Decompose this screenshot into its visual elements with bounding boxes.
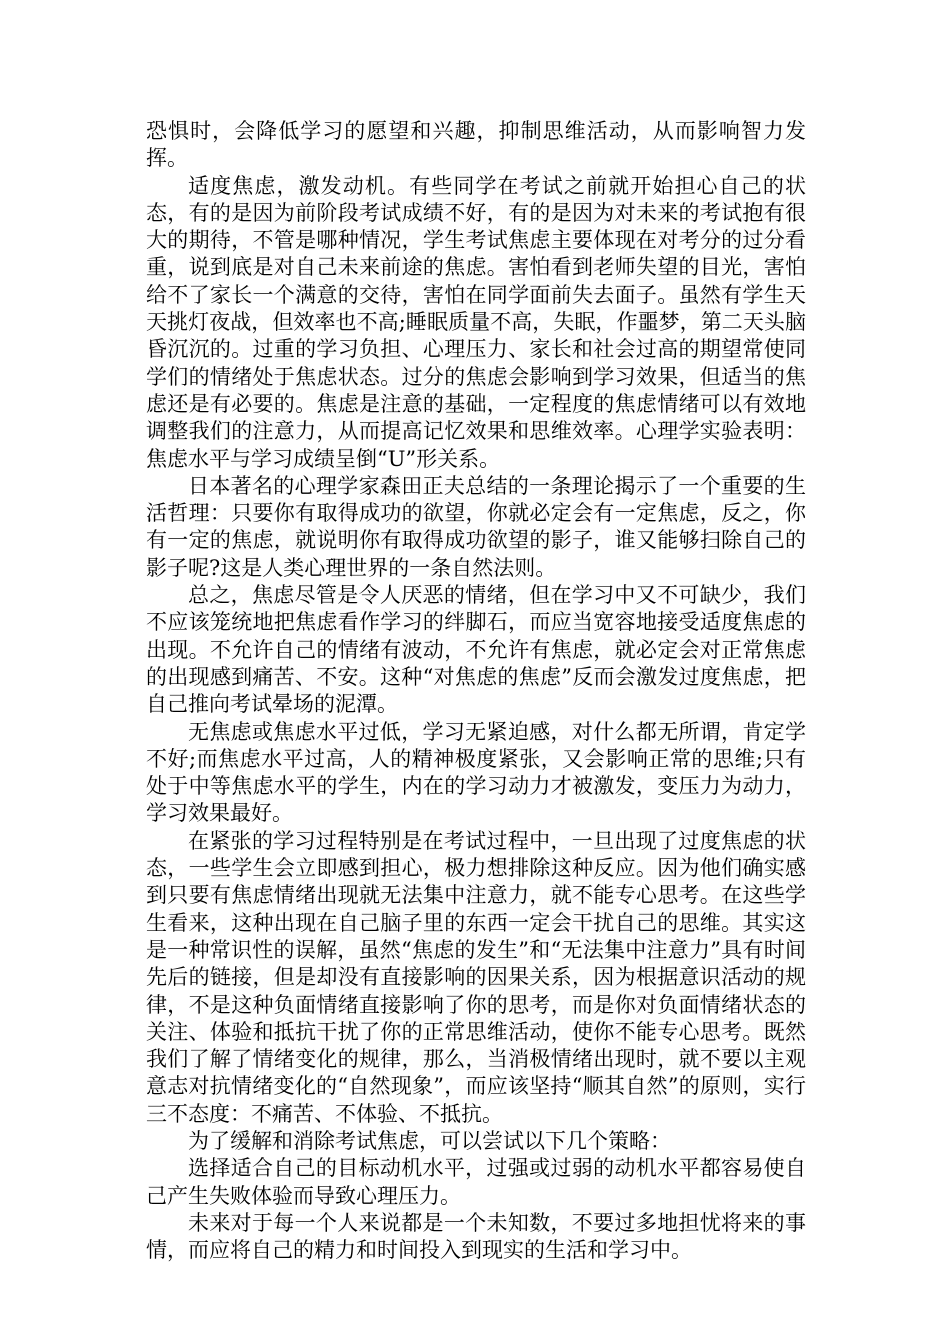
paragraph-4: 总之，焦虑尽管是令人厌恶的情绪，但在学习中又不可缺少，我们不应该笼统地把焦虑看作学习的绊脚石，而应当宽容地接受适度焦虑的出现。不允许自己的情绪有波动，不允许有焦虑，就必定会对正常焦虑的出现感到痛苦、不安。这种“对焦虑的焦虑”反而会激发过度焦虑，把自己推向考试晕场的泥潭。 (146, 583, 806, 717)
paragraph-3: 日本著名的心理学家森田正夫总结的一条理论揭示了一个重要的生活哲理：只要你有取得成功的欲望，你就必定会有一定焦虑，反之，你有一定的焦虑，就说明你有取得成功欲望的影子，谁又能够扫除自己的影子呢?这是人类心理世界的一条自然法则。 (146, 473, 806, 580)
document-page (146, 118, 806, 1264)
paragraph-5: 无焦虑或焦虑水平过低，学习无紧迫感，对什么都无所谓，肯定学不好;而焦虑水平过高，人的精神极度紧张，又会影响正常的思维;只有处于中等焦虑水平的学生，内在的学习动力才被激发，变压力为动力，学习效果最好。 (146, 719, 806, 826)
paragraph-6: 在紧张的学习过程特别是在考试过程中，一旦出现了过度焦虑的状态，一些学生会立即感到担心，极力想排除这种反应。因为他们确实感到只要有焦虑情绪出现就无法集中注意力，就不能专心思考。在这些学生看来，这种出现在自己脑子里的东西一定会干扰自己的思维。其实这是一种常识性的误解，虽然“焦虑的发生”和“无法集中注意力”具有时间先后的链接，但是却没有直接影响的因果关系，因为根据意识活动的规律，不是这种负面情绪直接影响了你的思考，而是你对负面情绪状态的关注、体验和抵抗干扰了你的正常思维活动，使你不能专心思考。既然我们了解了情绪变化的规律，那么，当消极情绪出现时，就不要以主观意志对抗情绪变化的“自然现象”，而应该坚持“顺其自然”的原则，实行三不态度：不痛苦、不体验、不抵抗。 (146, 828, 806, 1126)
paragraph-9: 未来对于每一个人来说都是一个未知数，不要过多地担忧将来的事情，而应将自己的精力和时间投入到现实的生活和学习中。 (146, 1210, 806, 1263)
paragraph-2: 适度焦虑，激发动机。有些同学在考试之前就开始担心自己的状态，有的是因为前阶段考试成绩不好，有的是因为对未来的考试抱有很大的期待，不管是哪种情况，学生考试焦虑主要体现在对考分的过分看重，说到底是对自己未来前途的焦虑。害怕看到老师失望的目光，害怕给不了家长一个满意的交待，害怕在同学面前失去面子。虽然有学生天天挑灯夜战，但效率也不高;睡眠质量不高，失眠，作噩梦，第二天头脑昏沉沉的。过重的学习负担、心理压力、家长和社会过高的期望常使同学们的情绪处于焦虑状态。过分的焦虑会影响到学习效果，但适当的焦虑还是有必要的。焦虑是注意的基础，一定程度的焦虑情绪可以有效地调整我们的注意力，从而提高记忆效果和思维效率。心理学实验表明：焦虑水平与学习成绩呈倒“U”形关系。 (146, 173, 806, 471)
paragraph-8: 选择适合自己的目标动机水平，过强或过弱的动机水平都容易使自己产生失败体验而导致心理压力。 (146, 1156, 806, 1208)
paragraph-1: 恐惧时，会降低学习的愿望和兴趣，抑制思维活动，从而影响智力发挥。 (146, 119, 806, 171)
paragraph-7: 为了缓解和消除考试焦虑，可以尝试以下几个策略： (188, 1128, 671, 1153)
